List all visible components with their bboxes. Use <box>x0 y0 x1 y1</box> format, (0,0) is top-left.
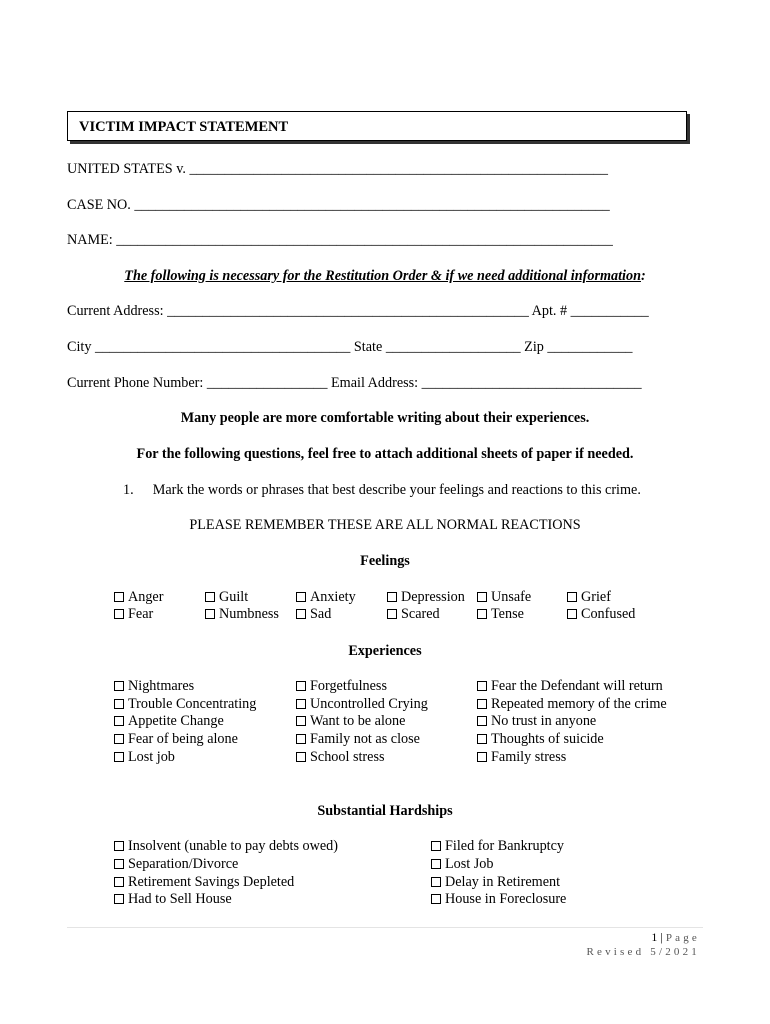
option-label: Tense <box>491 606 524 622</box>
option-label: Uncontrolled Crying <box>310 696 428 712</box>
checkbox-tense[interactable] <box>477 606 524 624</box>
checkbox-separation-divorce[interactable] <box>114 856 238 874</box>
page-number <box>651 930 700 946</box>
option-label: Fear <box>128 606 154 622</box>
checkbox-trouble-concentrating[interactable] <box>114 696 256 714</box>
option-label: Delay in Retirement <box>445 874 561 890</box>
feelings-heading: Feelings <box>360 553 410 569</box>
checkbox-icon[interactable] <box>114 859 124 869</box>
option-label: School stress <box>310 749 385 765</box>
checkbox-icon[interactable] <box>477 716 487 726</box>
checkbox-nightmares[interactable] <box>114 678 194 696</box>
option-label: Appetite Change <box>128 713 224 729</box>
checkbox-icon[interactable] <box>114 841 124 851</box>
checkbox-icon[interactable] <box>296 716 306 726</box>
checkbox-school-stress[interactable] <box>296 749 384 767</box>
checkbox-icon[interactable] <box>205 592 215 602</box>
option-label: Insolvent (unable to pay debts owed) <box>128 838 338 854</box>
option-label: Lost Job <box>445 856 494 872</box>
option-label: Depression <box>401 589 465 605</box>
checkbox-icon[interactable] <box>477 734 487 744</box>
checkbox-anger[interactable] <box>114 589 163 607</box>
checkbox-lost-job-hardship[interactable] <box>431 856 493 874</box>
checkbox-icon[interactable] <box>567 592 577 602</box>
intro-text-2: For the following questions, feel free to attach additional sheets of paper if needed. <box>136 446 634 462</box>
checkbox-fear[interactable] <box>114 606 153 624</box>
option-label: Sad <box>310 606 332 622</box>
checkbox-guilt[interactable] <box>205 589 248 607</box>
option-label: Repeated memory of the crime <box>491 696 667 712</box>
checkbox-icon[interactable] <box>477 609 487 619</box>
option-label: Grief <box>581 589 611 605</box>
option-label: Anxiety <box>310 589 356 605</box>
checkbox-icon[interactable] <box>477 592 487 602</box>
option-label: Want to be alone <box>310 713 406 729</box>
checkbox-icon[interactable] <box>431 894 441 904</box>
checkbox-fear-of-being-alone[interactable] <box>114 731 238 749</box>
restitution-note <box>67 268 703 286</box>
checkbox-icon[interactable] <box>114 877 124 887</box>
checkbox-icon[interactable] <box>114 592 124 602</box>
checkbox-confused[interactable] <box>567 606 635 624</box>
intro-text-1: Many people are more comfortable writing about their experiences. <box>180 410 590 426</box>
checkbox-icon[interactable] <box>387 592 397 602</box>
question-1-number: 1. <box>123 482 134 498</box>
checkbox-icon[interactable] <box>205 609 215 619</box>
page-number-value: 1 <box>651 930 658 944</box>
revised-date: Revised 5/2021 <box>586 946 700 958</box>
checkbox-icon[interactable] <box>431 877 441 887</box>
option-label: Numbness <box>219 606 279 622</box>
checkbox-depression[interactable] <box>387 589 465 607</box>
option-label: Lost job <box>128 749 175 765</box>
checkbox-grief[interactable] <box>567 589 611 607</box>
option-label: Confused <box>581 606 636 622</box>
option-label: Nightmares <box>128 678 195 694</box>
option-label: Guilt <box>219 589 249 605</box>
checkbox-icon[interactable] <box>114 734 124 744</box>
checkbox-icon[interactable] <box>296 681 306 691</box>
checkbox-icon[interactable] <box>114 699 124 709</box>
checkbox-forgetfulness[interactable] <box>296 678 387 696</box>
checkbox-house-in-foreclosure[interactable] <box>431 891 566 909</box>
question-1 <box>123 482 641 500</box>
option-label: House in Foreclosure <box>445 891 567 907</box>
checkbox-icon[interactable] <box>296 734 306 744</box>
restitution-note-text: The following is necessary for the Restitution Order & if we need additional information <box>124 268 641 284</box>
checkbox-delay-in-retirement[interactable] <box>431 874 560 892</box>
experiences-heading: Experiences <box>348 643 422 659</box>
checkbox-family-stress[interactable] <box>477 749 566 767</box>
option-label: Anger <box>128 589 164 605</box>
option-label: Fear of being alone <box>128 731 238 747</box>
restitution-note-colon: : <box>640 268 646 284</box>
checkbox-icon[interactable] <box>431 859 441 869</box>
checkbox-scared[interactable] <box>387 606 440 624</box>
checkbox-icon[interactable] <box>114 716 124 726</box>
checkbox-icon[interactable] <box>114 681 124 691</box>
checkbox-icon[interactable] <box>114 894 124 904</box>
checkbox-icon[interactable] <box>114 609 124 619</box>
option-label: Family stress <box>491 749 567 765</box>
checkbox-no-trust[interactable] <box>477 713 596 731</box>
option-label: Retirement Savings Depleted <box>128 874 295 890</box>
phone-email-field[interactable]: Current Phone Number: _________________ Email Address: _______________________________ <box>67 375 642 391</box>
checkbox-lost-job[interactable] <box>114 749 175 767</box>
checkbox-want-to-be-alone[interactable] <box>296 713 405 731</box>
option-label: Filed for Bankruptcy <box>445 838 564 854</box>
checkbox-icon[interactable] <box>387 609 397 619</box>
option-label: Family not as close <box>310 731 420 747</box>
option-label: Scared <box>401 606 440 622</box>
page-word: Page <box>665 932 700 944</box>
checkbox-thoughts-of-suicide[interactable] <box>477 731 604 749</box>
option-label: Had to Sell House <box>128 891 232 907</box>
document-title: VICTIM IMPACT STATEMENT <box>79 119 289 135</box>
footer-divider <box>67 927 703 928</box>
checkbox-had-to-sell-house[interactable] <box>114 891 232 909</box>
option-label: Unsafe <box>491 589 532 605</box>
option-label: No trust in anyone <box>491 713 597 729</box>
checkbox-icon[interactable] <box>567 609 577 619</box>
reminder-text: PLEASE REMEMBER THESE ARE ALL NORMAL REACTIONS <box>189 517 581 533</box>
checkbox-insolvent[interactable] <box>114 838 338 856</box>
option-label: Thoughts of suicide <box>491 731 604 747</box>
option-label: Fear the Defendant will return <box>491 678 663 694</box>
checkbox-icon[interactable] <box>477 681 487 691</box>
checkbox-numbness[interactable] <box>205 606 279 624</box>
address-field[interactable]: Current Address: ___________________________________________________ Apt. # ___________ <box>67 303 649 319</box>
city-state-zip-field[interactable]: City ____________________________________ State ___________________ Zip ____________ <box>67 339 633 355</box>
checkbox-uncontrolled-crying[interactable] <box>296 696 428 714</box>
checkbox-appetite-change[interactable] <box>114 713 224 731</box>
checkbox-filed-for-bankruptcy[interactable] <box>431 838 564 856</box>
checkbox-sad[interactable] <box>296 606 331 624</box>
hardships-heading: Substantial Hardships <box>317 803 453 819</box>
checkbox-icon[interactable] <box>114 752 124 762</box>
checkbox-fear-defendant-return[interactable] <box>477 678 663 696</box>
checkbox-icon[interactable] <box>477 752 487 762</box>
checkbox-anxiety[interactable] <box>296 589 356 607</box>
checkbox-icon[interactable] <box>296 699 306 709</box>
checkbox-retirement-savings-depleted[interactable] <box>114 874 294 892</box>
case-number-field[interactable]: CASE NO. ___________________________________________________________________ <box>67 197 610 213</box>
checkbox-unsafe[interactable] <box>477 589 531 607</box>
checkbox-icon[interactable] <box>296 592 306 602</box>
title-box <box>67 111 687 141</box>
page-separator: | <box>657 930 666 944</box>
checkbox-family-not-as-close[interactable] <box>296 731 420 749</box>
option-label: Forgetfulness <box>310 678 387 694</box>
option-label: Separation/Divorce <box>128 856 239 872</box>
name-field[interactable]: NAME: ______________________________________________________________________ <box>67 232 613 248</box>
checkbox-icon[interactable] <box>296 752 306 762</box>
question-1-text: Mark the words or phrases that best describe your feelings and reactions to this crime. <box>152 482 641 498</box>
checkbox-icon[interactable] <box>296 609 306 619</box>
checkbox-icon[interactable] <box>477 699 487 709</box>
option-label: Trouble Concentrating <box>128 696 257 712</box>
checkbox-icon[interactable] <box>431 841 441 851</box>
united-states-field[interactable]: UNITED STATES v. ___________________________________________________________ <box>67 161 608 177</box>
checkbox-repeated-memory[interactable] <box>477 696 667 714</box>
